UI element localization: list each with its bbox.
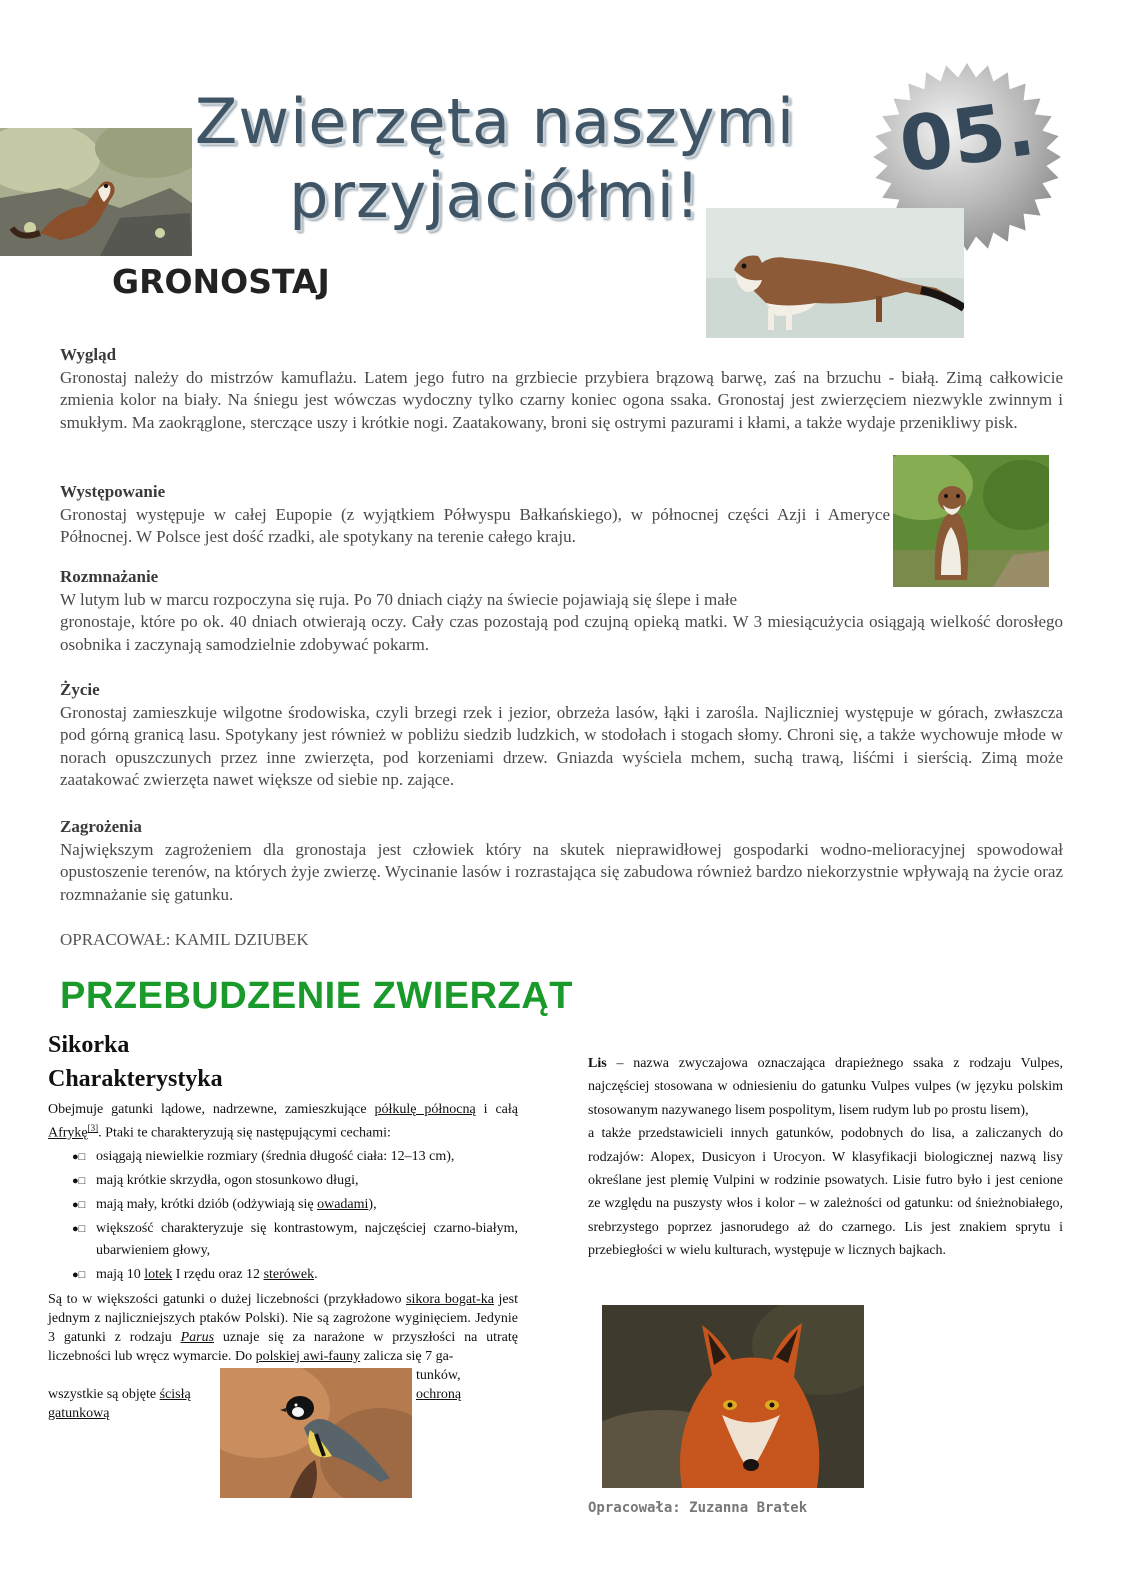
link-ochrona[interactable]: ochroną xyxy=(416,1387,462,1402)
heading-zagrozenia: Zagrożenia xyxy=(60,817,142,836)
bullet-icon: ●□ xyxy=(72,1175,86,1187)
link-parus[interactable]: Parus xyxy=(180,1330,215,1345)
list-item: ●□ mają mały, krótki dziób (odżywiają się owadami), xyxy=(48,1194,518,1216)
text-zagrozenia: Największym zagrożeniem dla gronostaja jest człowiek który na skutek nieprawidłowej gospodarki wodno-melioracyjnej spowodował opustoszenie terenów, na których żyje zwierzę. Wycinanie lasów i rozrastająca się zabudowa również bardzo niekorzystnie wpływają na życie oraz rozmnażanie się gatunku. xyxy=(60,839,1063,904)
link-scisla[interactable]: ścisłą xyxy=(159,1387,191,1402)
heading-sikorka: Sikorka xyxy=(48,1032,130,1058)
issue-number: 05. xyxy=(894,83,1040,190)
link-sikora-bogatka[interactable]: sikora bogat-ka xyxy=(406,1292,494,1307)
heading-rozmnazanie: Rozmnażanie xyxy=(60,567,159,586)
link-polkula-polnocna[interactable]: półkulę północną xyxy=(374,1102,476,1117)
fox-photo xyxy=(602,1305,864,1488)
link-lotki[interactable]: lotek xyxy=(144,1267,173,1282)
reference-link[interactable]: [3] xyxy=(87,1123,99,1133)
text-wystepowanie: Gronostaj występuje w całej Eupopie (z wyjątkiem Półwyspu Bałkańskiego), w północnej części Azji i Ameryce Północnej. W Polsce jest dość rzadki, ale spotykany na terenie całego kraju. xyxy=(60,504,890,547)
section2-title: PRZEBUDZENIE ZWIERZĄT xyxy=(60,975,573,1017)
bullet-icon: ●□ xyxy=(72,1223,86,1235)
list-item: ●□ mają krótkie skrzydła, ogon stosunkowo długi, xyxy=(48,1170,518,1192)
link-owady[interactable]: owadami xyxy=(317,1197,369,1212)
link-afryka[interactable]: Afrykę xyxy=(48,1125,88,1141)
bullet-icon: ●□ xyxy=(72,1151,86,1163)
bullet-icon: ●□ xyxy=(72,1269,86,1281)
ermine-photo-rocks xyxy=(0,128,192,256)
sikorka-para2-tunkow: tunków, xyxy=(416,1368,461,1383)
list-item: ●□ mają 10 lotek I rzędu oraz 12 sterówek. xyxy=(48,1264,518,1286)
link-sterowki[interactable]: sterówek xyxy=(263,1267,315,1282)
sikorka-para2-wszystkie: wszystkie są objęte ścisłą xyxy=(48,1387,191,1402)
sikorka-intro: Obejmuje gatunki lądowe, nadrzewne, zamieszkujące półkulę północną i całą Afrykę[3]. Ptaki te charakteryzują się następującymi cechami: xyxy=(48,1102,519,1141)
lis-text: Lis – nazwa zwyczajowa oznaczająca drapieżnego ssaka z rodzaju Vulpes, najczęściej stosowana w odniesieniu do gatunku Vulpes vulpes (w języku polskim stosowanym nazywanego lisem pospolitym, lisem rudym lub po prostu lisem), a także przedstawicieli innych gatunków, podobnych do lisa, a zaliczanych do rodzajów: Alopex, Dusicyon i Urocyon. W klasyfikacji biologicznej nazwą lisy określane jest plemię Vulpini w rodzinie psowatych. Lisie futro było i jest cenione ze względu na puszysty włos i kolor – w zależności od gatunku: od śnieżnobiałego, srebrzystego poprzez jasnorudego aż do czarnego. Lis jest znakiem sprytu i przebiegłości w wielu kulturach, występuje w licznych bajkach. xyxy=(588,1056,1063,1259)
text-zycie: Gronostaj zamieszkuje wilgotne środowiska, czyli brzegi rzek i jezior, obrzeża lasów, łąki i zarośla. Najliczniej występuje w górach, zwłaszcza pod górną granicą lasu. Spotykany jest również w pobliżu siedzib ludzkich, w stodołach i stogach słomy. Chroni się, a także wychowuje młode w norach opuszczunych przez inne zwierzęta, pod korzeniami drzew. Gniazda wyściela mchem, suchą trawą, liśćmi i sierścią. Zimą może zaatakować zwierzęta nawet większe od siebie np. zające. xyxy=(60,702,1063,790)
section-wyglad xyxy=(60,344,1063,434)
sikorka-para2-gatunkowa xyxy=(48,1404,109,1423)
article-author: OPRACOWAŁ: KAMIL DZIUBEK xyxy=(60,930,309,949)
text-rozmnazanie-a: W lutym lub w marcu rozpoczyna się ruja. Po 70 dniach ciąży na świecie pojawiają się ślepe i małe xyxy=(60,589,738,609)
sikorka-para2: Są to w większości gatunki o dużej liczebności (przykładowo sikora bogat-ka jest jednym z najliczniejszych ptaków Polski). Nie są zagrożone wyginięciem. Jedynie 3 gatunki z rodzaju Parus uznaje się za narażone w przyszłości na utratę liczebności lub wręcz wymarcie. Do polskiej awi-fauny zalicza się 7 ga- xyxy=(48,1292,519,1364)
list-item: ●□ osiągają niewielkie rozmiary (średnia długość ciała: 12–13 cm), xyxy=(48,1146,518,1168)
section-title-gronostaj: GRONOSTAJ xyxy=(112,262,330,301)
section2-credit: Opracowała: Zuzanna Bratek xyxy=(588,1500,808,1516)
sikorka-para2-ochrona xyxy=(416,1385,461,1404)
sikorka-features-list xyxy=(48,1146,518,1286)
lis-term: Lis xyxy=(588,1056,607,1071)
link-polska-awifauna[interactable]: polskiej awi-fauny xyxy=(255,1349,361,1364)
bullet-icon: ●□ xyxy=(72,1199,86,1211)
ermine-photo-snow xyxy=(706,208,964,338)
great-tit-photo xyxy=(220,1368,412,1498)
list-item: ●□ większość charakteryzuje się kontrastowym, najczęściej czarno-białym, ubarwieniem głowy, xyxy=(48,1218,518,1262)
text-rozmnazanie-b: gronostaje, które po ok. 40 dniach otwierają oczy. Cały czas pozostają pod czujną opieką matki. W 3 miesiącużycia osiągają wielkość dorosłego osobnika i zaczynają samodzielnie zdobywać pokarm. xyxy=(60,612,1063,654)
heading-charakterystyka: Charakterystyka xyxy=(48,1066,223,1092)
page-title: Zwierzęta naszymi przyjaciółmi! xyxy=(194,85,796,232)
section-rozmnazanie xyxy=(60,566,1063,656)
link-gatunkowa[interactable]: gatunkową xyxy=(48,1406,110,1421)
section-zycie xyxy=(60,679,1063,792)
section-zagrozenia xyxy=(60,816,1063,906)
heading-zycie: Życie xyxy=(60,680,100,699)
heading-wyglad: Wygląd xyxy=(60,345,117,364)
heading-wystepowanie: Występowanie xyxy=(60,482,166,501)
text-wyglad: Gronostaj należy do mistrzów kamuflażu. Latem jego futro na grzbiecie przybiera brązową barwę, zaś na brzuchu - białą. Zimą całkowicie zmienia kolor na biały. Na śniegu jest wówczas wydoczny tylko czarny koniec ogona ssaka. Gronostaj jest zwierzęciem niezwykle zwinnym i smukłym. Ma zaokrąglone, sterczące uszy i krótkie nogi. Zaatakowany, broni się ostrymi pazurami i kłami, a także wydaje przenikliwy pisk. xyxy=(60,367,1063,432)
section-wystepowanie xyxy=(60,481,890,549)
